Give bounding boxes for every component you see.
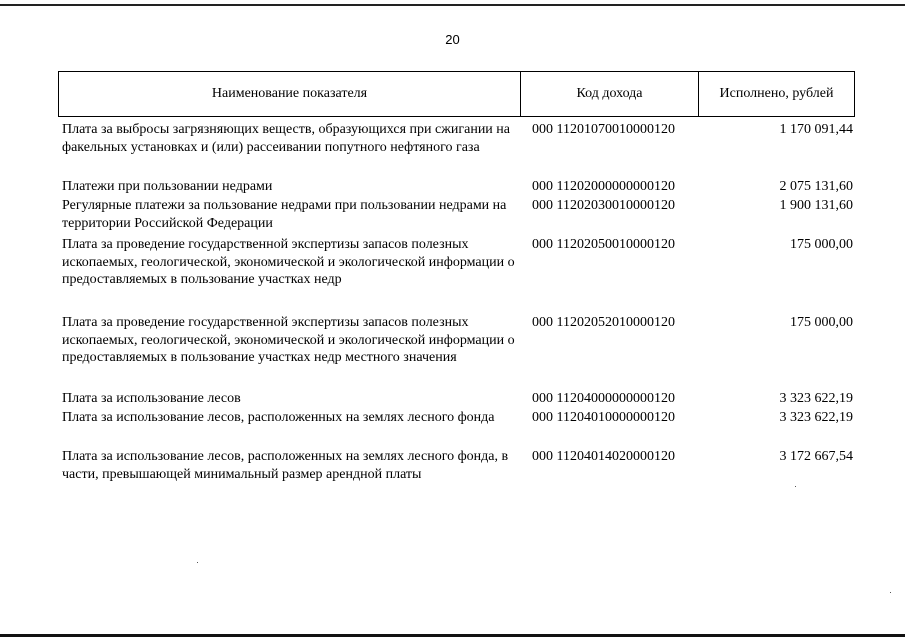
row-amount: 3 323 622,19 bbox=[779, 391, 853, 406]
row-code: 000 11202000000000120 bbox=[532, 179, 675, 194]
bottom-page-rule bbox=[0, 634, 905, 637]
row-amount: 1 900 131,60 bbox=[779, 198, 853, 213]
row-amount: 3 172 667,54 bbox=[779, 449, 853, 464]
row-amount: 3 323 622,19 bbox=[779, 410, 853, 425]
row-amount: 2 075 131,60 bbox=[779, 179, 853, 194]
table-header bbox=[58, 71, 855, 117]
row-amount: 175 000,00 bbox=[790, 315, 853, 330]
row-code: 000 11201070010000120 bbox=[532, 122, 675, 137]
scan-speck bbox=[197, 562, 198, 563]
header-name: Наименование показателя bbox=[59, 72, 521, 116]
row-code: 000 11204010000000120 bbox=[532, 410, 675, 425]
row-amount: 175 000,00 bbox=[790, 237, 853, 252]
row-name: Плата за использование лесов, расположенных на землях лесного фонда bbox=[62, 410, 495, 425]
scan-speck bbox=[795, 486, 796, 487]
row-code: 000 11202052010000120 bbox=[532, 315, 675, 330]
row-name: Платежи при пользовании недрами bbox=[62, 179, 273, 194]
row-name: Плата за проведение государственной экспертизы запасов полезных ископаемых, геологической, экономической и экологической информации о предоставляемых в пользование участках недр местного значения bbox=[62, 315, 515, 365]
row-name: Плата за выбросы загрязняющих веществ, образующихся при сжигании на факельных установках и (или) рассеивании попутного нефтяного газа bbox=[62, 122, 511, 155]
row-code: 000 11202030010000120 bbox=[532, 198, 675, 213]
top-page-rule bbox=[0, 4, 905, 6]
row-name: Плата за проведение государственной экспертизы запасов полезных ископаемых, геологической, экономической и экологической информации о предоставляемых в пользование участках недр bbox=[62, 237, 515, 287]
row-name: Плата за использование лесов bbox=[62, 391, 241, 406]
row-code: 000 11204000000000120 bbox=[532, 391, 675, 406]
row-code: 000 11202050010000120 bbox=[532, 237, 675, 252]
row-name: Плата за использование лесов, расположенных на землях лесного фонда, в части, превышающей минимальный размер арендной платы bbox=[62, 449, 509, 482]
row-code: 000 11204014020000120 bbox=[532, 449, 675, 464]
page-number: 20 bbox=[445, 32, 460, 47]
scan-speck bbox=[890, 592, 891, 593]
header-code: Код дохода bbox=[521, 72, 699, 116]
row-amount: 1 170 091,44 bbox=[779, 122, 853, 137]
header-amount: Исполнено, рублей bbox=[719, 86, 834, 101]
row-name: Регулярные платежи за пользование недрами при пользовании недрами на территории Российской Федерации bbox=[62, 198, 507, 231]
